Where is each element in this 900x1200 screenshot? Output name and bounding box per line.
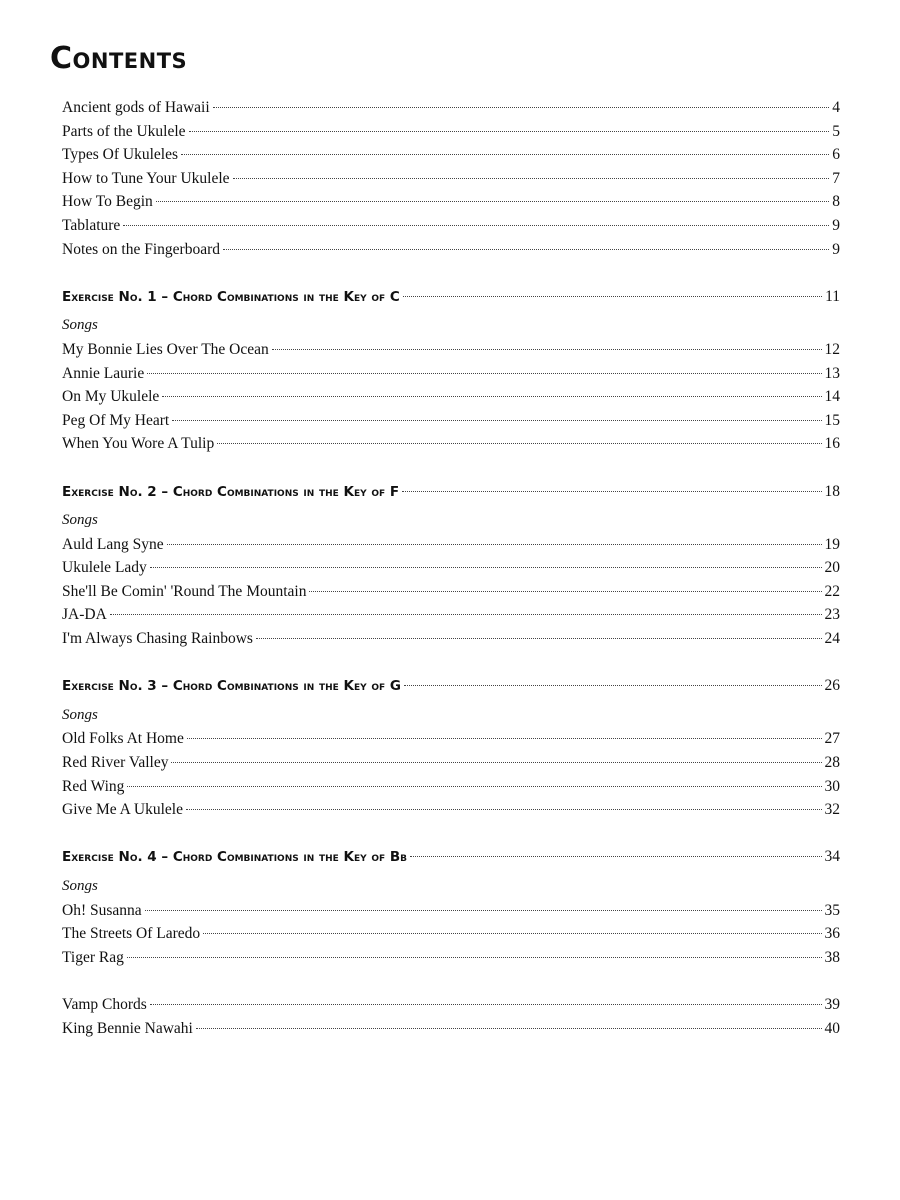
song-title: The Streets Of Laredo xyxy=(62,925,201,943)
songs-label: Songs xyxy=(62,317,98,334)
dot-leader xyxy=(145,910,822,911)
song-entry xyxy=(62,338,840,362)
section-gap xyxy=(62,456,840,480)
page-title: Contents xyxy=(50,41,188,76)
exercise-heading xyxy=(62,480,840,504)
songs-label: Songs xyxy=(62,512,98,529)
exercise-page: 26 xyxy=(824,677,840,695)
entry-title: Notes on the Fingerboard xyxy=(62,240,220,258)
exercise-heading xyxy=(62,674,840,698)
song-page: 24 xyxy=(824,630,840,648)
dot-leader xyxy=(150,1004,822,1005)
dot-leader xyxy=(110,614,822,615)
song-title: JA-DA xyxy=(62,606,107,624)
intro-section xyxy=(62,96,840,261)
table-of-contents xyxy=(62,96,840,1040)
song-page: 14 xyxy=(824,388,840,406)
entry-page: 4 xyxy=(832,99,840,116)
dot-leader xyxy=(156,201,829,202)
toc-entry xyxy=(62,143,840,167)
section-gap xyxy=(62,261,840,285)
exercise-title: Exercise No. 3 – Chord Combinations in the Key of G xyxy=(62,678,401,695)
entry-page: 6 xyxy=(832,146,840,164)
song-title: I'm Always Chasing Rainbows xyxy=(62,630,253,648)
song-entry xyxy=(62,946,840,970)
song-entry xyxy=(62,751,840,775)
song-page: 12 xyxy=(824,340,840,358)
dot-leader xyxy=(309,591,821,592)
entry-page: 5 xyxy=(832,122,840,140)
toc-entry xyxy=(62,190,840,214)
appendix-section xyxy=(62,993,840,1040)
exercise-section-1 xyxy=(62,285,840,456)
section-gap xyxy=(62,651,840,675)
song-page: 28 xyxy=(824,754,840,772)
toc-entry xyxy=(62,238,840,262)
song-title: Auld Lang Syne xyxy=(62,535,164,553)
song-entry xyxy=(62,899,840,923)
exercise-title: Exercise No. 2 – Chord Combinations in the Key of F xyxy=(62,483,400,500)
exercise-title: Exercise No. 1 – Chord Combinations in the Key of C xyxy=(62,288,400,305)
section-gap xyxy=(62,969,840,993)
song-page: 35 xyxy=(824,901,840,919)
dot-leader xyxy=(127,786,821,787)
dot-leader xyxy=(172,420,821,421)
song-page: 27 xyxy=(824,730,840,748)
toc-entry xyxy=(62,120,840,144)
song-entry xyxy=(62,409,840,433)
song-title: Oh! Susanna xyxy=(62,901,142,919)
songs-label: Songs xyxy=(62,706,98,723)
entry-page: 40 xyxy=(824,1019,840,1037)
dot-leader xyxy=(256,638,822,639)
song-title: Annie Laurie xyxy=(62,364,145,382)
dot-leader xyxy=(123,225,829,226)
song-entry xyxy=(62,603,840,627)
dot-leader xyxy=(167,544,822,545)
exercise-heading xyxy=(62,285,840,309)
dot-leader xyxy=(410,856,822,857)
songs-label: Songs xyxy=(62,878,98,894)
song-page: 15 xyxy=(824,411,840,429)
song-title: Ukulele Lady xyxy=(62,559,147,577)
dot-leader xyxy=(150,567,822,568)
song-title: Red Wing xyxy=(62,777,125,795)
toc-entry xyxy=(62,993,840,1017)
song-title: My Bonnie Lies Over The Ocean xyxy=(62,340,269,358)
song-title: When You Wore A Tulip xyxy=(62,435,215,453)
toc-entry xyxy=(62,214,840,238)
dot-leader xyxy=(223,249,829,250)
dot-leader xyxy=(127,957,822,958)
entry-title: Parts of the Ukulele xyxy=(62,122,186,140)
song-entry xyxy=(62,362,840,386)
entry-title: How to Tune Your Ukulele xyxy=(62,169,230,187)
dot-leader xyxy=(404,685,822,686)
entry-page: 9 xyxy=(832,240,840,258)
song-title: Give Me A Ukulele xyxy=(62,801,183,819)
song-page: 38 xyxy=(824,948,840,966)
song-page: 32 xyxy=(824,801,840,819)
song-title: Red River Valley xyxy=(62,754,169,772)
dot-leader xyxy=(233,178,830,179)
dot-leader xyxy=(189,131,830,132)
exercise-page: 11 xyxy=(825,287,840,305)
song-page: 20 xyxy=(824,559,840,577)
toc-entry xyxy=(62,96,840,120)
entry-title: Ancient gods of Hawaii xyxy=(62,99,210,116)
entry-title: Tablature xyxy=(62,216,121,234)
song-entry xyxy=(62,580,840,604)
song-entry xyxy=(62,533,840,557)
song-entry xyxy=(62,775,840,799)
entry-title: King Bennie Nawahi xyxy=(62,1019,193,1037)
song-entry xyxy=(62,385,840,409)
song-entry xyxy=(62,798,840,822)
song-entry xyxy=(62,432,840,456)
exercise-section-3 xyxy=(62,674,840,822)
dot-leader xyxy=(147,373,821,374)
dot-leader xyxy=(217,443,821,444)
entry-title: Types Of Ukuleles xyxy=(62,146,179,164)
exercise-heading xyxy=(62,845,840,869)
song-title: Old Folks At Home xyxy=(62,730,184,748)
section-gap xyxy=(62,822,840,846)
song-title: Peg Of My Heart xyxy=(62,411,170,429)
exercise-title: Exercise No. 4 – Chord Combinations in the Key of Bb xyxy=(62,849,407,866)
song-page: 13 xyxy=(824,364,840,382)
exercise-section-2 xyxy=(62,480,840,651)
song-entry xyxy=(62,727,840,751)
exercise-page: 34 xyxy=(824,848,840,866)
entry-title: Vamp Chords xyxy=(62,995,147,1013)
dot-leader xyxy=(402,491,821,492)
dot-leader xyxy=(272,349,822,350)
exercise-page: 18 xyxy=(824,482,840,500)
dot-leader xyxy=(186,809,822,810)
toc-entry xyxy=(62,167,840,191)
entry-page: 8 xyxy=(832,193,840,211)
dot-leader xyxy=(181,154,829,155)
song-page: 23 xyxy=(824,606,840,624)
song-page: 36 xyxy=(824,925,840,943)
dot-leader xyxy=(171,762,821,763)
dot-leader xyxy=(213,107,830,108)
song-page: 16 xyxy=(824,435,840,453)
entry-page: 7 xyxy=(832,169,840,187)
dot-leader xyxy=(203,933,821,934)
song-entry xyxy=(62,556,840,580)
song-title: She'll Be Comin' 'Round The Mountain xyxy=(62,582,307,600)
toc-entry xyxy=(62,1017,840,1041)
entry-page: 9 xyxy=(832,216,840,234)
dot-leader xyxy=(162,396,821,397)
dot-leader xyxy=(403,296,822,297)
song-title: Tiger Rag xyxy=(62,948,124,966)
song-page: 30 xyxy=(824,777,840,795)
exercise-section-4 xyxy=(62,845,840,969)
entry-title: How To Begin xyxy=(62,193,153,211)
entry-page: 39 xyxy=(824,995,840,1013)
song-page: 22 xyxy=(824,582,840,600)
dot-leader xyxy=(196,1028,822,1029)
song-title: On My Ukulele xyxy=(62,388,160,406)
song-page: 19 xyxy=(824,535,840,553)
song-entry xyxy=(62,627,840,651)
dot-leader xyxy=(187,738,822,739)
song-entry xyxy=(62,922,840,946)
